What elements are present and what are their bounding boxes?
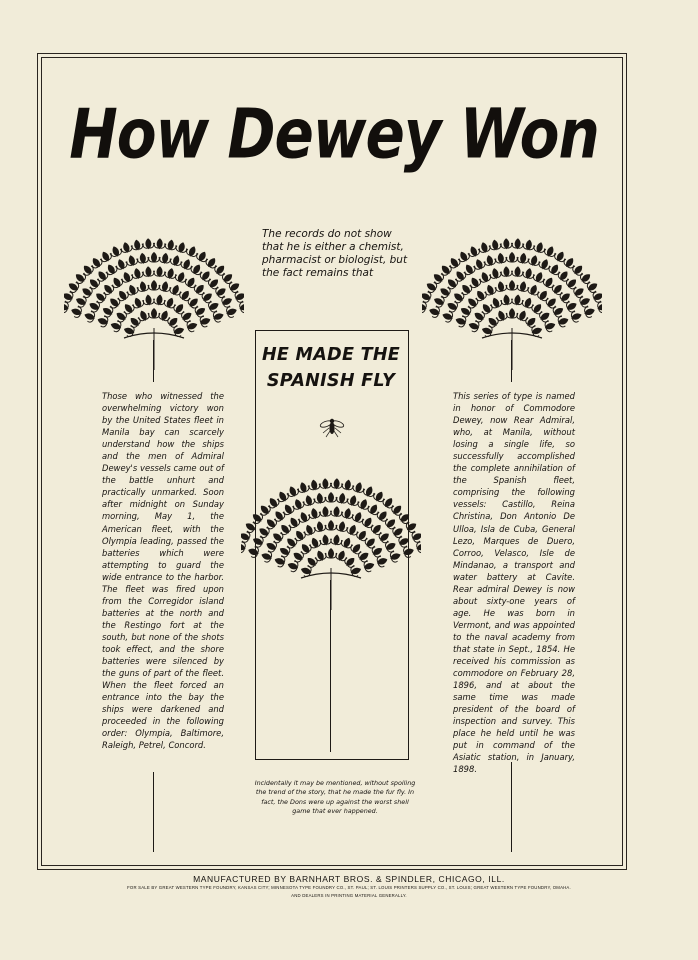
right-column-text: This series of type is named in honor of Commodore Dewey, now Rear Admiral, who, at Manila, without losing a single life, so successfully accomplished the complete annihilation of the Spanish fleet, comprising the following vessels: Castillo, Reina Christina, Don Antonio De Ulloa, Isla de Cuba, General Lezo, Marques de Duero, Corroo, Velasco, Isle de Mindanao, a transport and water battery at Cavite. Rear admiral Dewey is now about sixty-one years of age. He was born in Vermont, and was appointed to the naval academy from that state in Sept., 1854. He received his commission as commodore on February 28, 1896, and at about the same time was made president of the board of inspection and survey. This place he held until he was put in command of the Asiatic station, in January, 1898. [453,391,575,775]
page-title: How Dewey Won [69,93,599,175]
left-column-text: Those who witnessed the overwhelming victory won by the United States fleet in Manila bay can scarcely understand how the ships and the men of Admiral Dewey's vessels came out of the battle unhurt and practically unmarked. Soon after midnight on Sunday morning, May 1, the American fleet, with the Olympia leading, passed the batteries which were attempting to guard the wide entrance to the harbor. The fleet was fired upon from the Corregidor island batteries at the north and the Restingo fort at the south, but none of the shots took effect, and the shore batteries were silenced by the guns of part of the fleet. When the fleet forced an entrance into the bay the ships were darkened and proceeded in the following order: Olympia, Baltimore, Raleigh, Petrel, Concord. [102,391,224,751]
ornament-stem-right-top [511,340,512,382]
fan-ornament-left-icon [64,210,244,370]
dealers-line-2: AND DEALERS IN PRINTING MATERIAL GENERALLY. [291,892,407,898]
dealers-line [10,884,688,899]
headline-line-2: SPANISH FLY [266,371,396,391]
ornament-stem-left-top [153,340,154,382]
ornament-stem-right-bottom [511,762,512,852]
headline-line-1: HE MADE THE [261,345,401,365]
intro-text: The records do not show that he is either a chemist, pharmacist or biologist, but the fact remains that [262,228,408,279]
ornament-stem-center [330,580,331,752]
footnote-text: Incidentally it may be mentioned, without spoiling the trend of the story, that he made the fur fly. In fact, the Dons were up against the worst shell game that ever happened. [254,779,416,815]
fan-ornament-right-icon [422,210,602,370]
dealers-line-1: FOR SALE BY GREAT WESTERN TYPE FOUNDRY, KANSAS CITY; MINNESOTA TYPE FOUNDRY CO., ST. PAUL; ST. LOUIS PRINTERS SUPPLY CO., ST. LOUIS; GREAT WESTERN TYPE FOUNDRY, OMAHA. [127,885,571,890]
fan-ornament-center-icon [241,450,421,610]
headline [255,342,407,394]
manufacturer-line: MANUFACTURED BY BARNHART BROS. & SPINDLER, CHICAGO, ILL. [193,874,505,884]
ornament-stem-left-bottom [153,772,154,852]
fly-icon [318,414,346,440]
